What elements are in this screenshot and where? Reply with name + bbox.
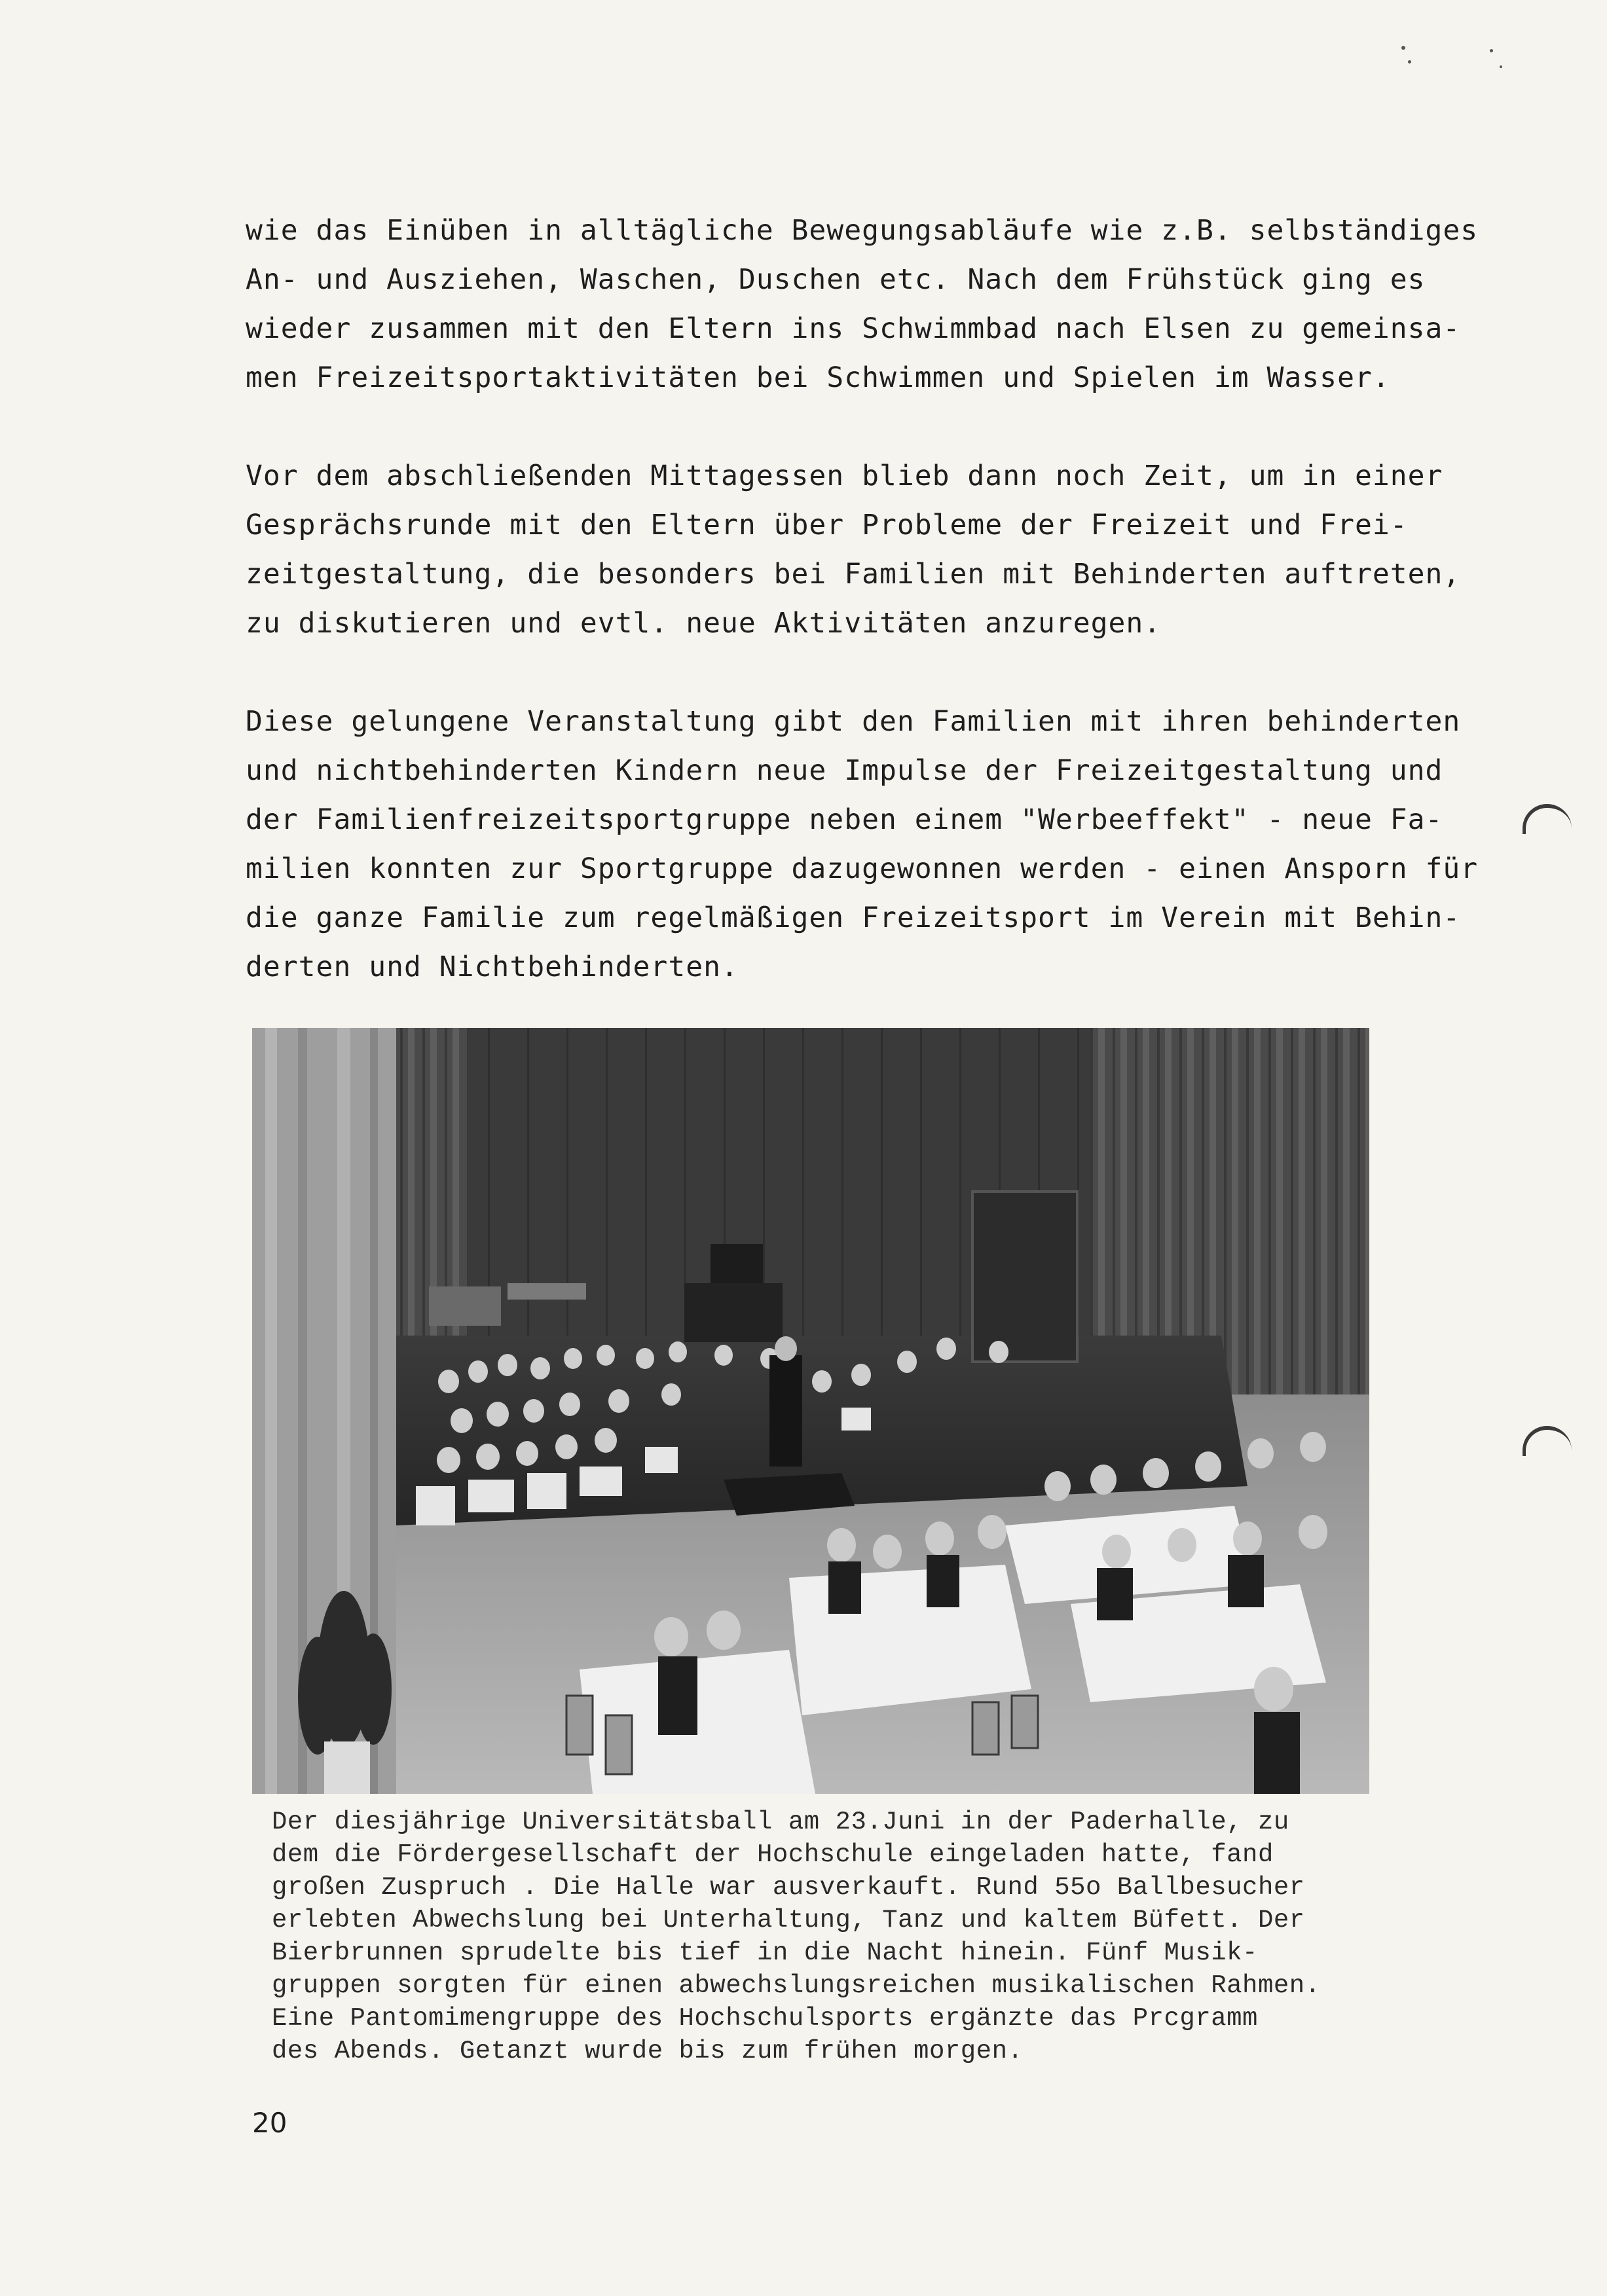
text-line: men Freizeitsportaktivitäten bei Schwimmen und Spielen im Wasser. xyxy=(246,361,1390,394)
text-line: Gesprächsrunde mit den Eltern über Probleme der Freizeit und Frei- xyxy=(246,509,1408,541)
text-line: zu diskutieren und evtl. neue Aktivitäten anzuregen. xyxy=(246,607,1162,640)
photo-illustration xyxy=(252,1028,1369,1794)
photo-university-ball xyxy=(252,1028,1369,1794)
paragraph-3 xyxy=(246,697,1479,992)
scan-speck xyxy=(1401,46,1405,50)
caption-line: des Abends. Getanzt wurde bis zum frühen morgen. xyxy=(272,2037,1024,2066)
scan-speck xyxy=(1490,49,1493,52)
scan-speck xyxy=(1500,65,1502,68)
caption-line: Der diesjährige Universitätsball am 23.Juni in der Paderhalle, zu xyxy=(272,1808,1289,1836)
text-line: An- und Ausziehen, Waschen, Duschen etc. Nach dem Frühstück ging es xyxy=(246,263,1426,296)
text-line: Diese gelungene Veranstaltung gibt den Familien mit ihren behinderten xyxy=(246,705,1461,738)
page-number: 20 xyxy=(252,2107,287,2139)
text-line: und nichtbehinderten Kindern neue Impulse der Freizeitgestaltung und xyxy=(246,754,1443,787)
text-line: milien konnten zur Sportgruppe dazugewonnen werden - einen Ansporn für xyxy=(246,852,1479,885)
text-line: zeitgestaltung, die besonders bei Familien mit Behinderten auftreten, xyxy=(246,558,1461,591)
text-line: derten und Nichtbehinderten. xyxy=(246,951,739,983)
punch-hole-mark xyxy=(1523,804,1572,834)
paragraph-1 xyxy=(246,206,1479,403)
photo-caption xyxy=(272,1806,1372,2068)
scan-speck xyxy=(1408,60,1411,64)
caption-line: Bierbrunnen sprudelte bis tief in die Nacht hinein. Fünf Musik- xyxy=(272,1939,1258,1967)
text-line: wie das Einüben in alltägliche Bewegungsabläufe wie z.B. selbständiges xyxy=(246,214,1479,247)
caption-line: Eine Pantomimengruppe des Hochschulsports ergänzte das Prcgramm xyxy=(272,2004,1258,2033)
caption-line: gruppen sorgten für einen abwechslungsreichen musikalischen Rahmen. xyxy=(272,1971,1321,2000)
caption-line: dem die Fördergesellschaft der Hochschule eingeladen hatte, fand xyxy=(272,1840,1274,1869)
text-line: die ganze Familie zum regelmäßigen Freizeitsport im Verein mit Behin- xyxy=(246,902,1461,934)
text-line: wieder zusammen mit den Eltern ins Schwimmbad nach Elsen zu gemeinsa- xyxy=(246,312,1461,345)
caption-line: großen Zuspruch . Die Halle war ausverkauft. Rund 55o Ballbesucher xyxy=(272,1873,1305,1902)
text-line: Vor dem abschließenden Mittagessen blieb dann noch Zeit, um in einer xyxy=(246,460,1443,492)
punch-hole-mark xyxy=(1523,1426,1572,1456)
paragraph-2 xyxy=(246,452,1461,648)
text-line: der Familienfreizeitsportgruppe neben einem "Werbeeffekt" - neue Fa- xyxy=(246,803,1443,836)
caption-line: erlebten Abwechslung bei Unterhaltung, Tanz und kaltem Büfett. Der xyxy=(272,1906,1305,1935)
